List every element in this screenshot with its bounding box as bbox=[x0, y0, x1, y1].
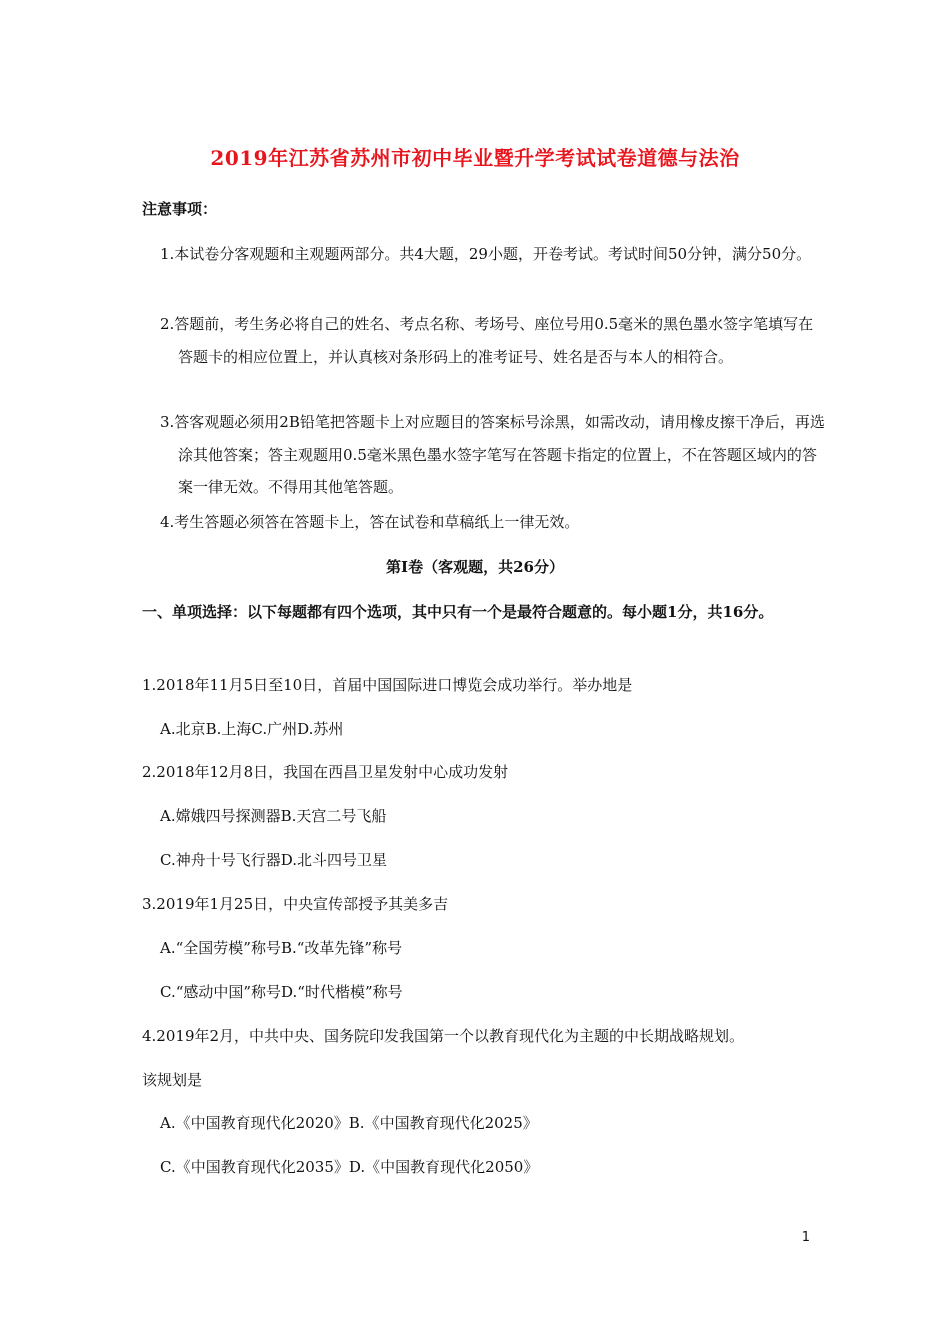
notice-item-4: 4.考生答题必须答在答题卡上，答在试卷和草稿纸上一律无效。 bbox=[160, 513, 580, 531]
question-4-options-cd: C.《中国教育现代化2035》D.《中国教育现代化2050》 bbox=[160, 1158, 539, 1176]
notice-heading: 注意事项： bbox=[142, 200, 218, 218]
question-1-stem: 1.2018年11月5日至10日，首届中国国际进口博览会成功举行。举办地是 bbox=[142, 676, 633, 694]
section-title: 第Ⅰ卷（客观题，共26分） bbox=[386, 558, 564, 576]
question-1-options: A.北京B.上海C.广州D.苏州 bbox=[160, 720, 344, 738]
question-4-stem: 4.2019年2月，中共中央、国务院印发我国第一个以教育现代化为主题的中长期战略规划。 bbox=[142, 1027, 745, 1045]
question-3-options-cd: C.“感动中国”称号D.“时代楷模”称号 bbox=[160, 983, 403, 1001]
notice-item-2: 2.答题前，考生务必将自己的姓名、考点名称、考场号、座位号用0.5毫米的黑色墨水签字笔填写在答题卡的相应位置上，并认真核对条形码上的准考证号、姓名是否与本人的相符合。 bbox=[160, 315, 814, 366]
notice-item-1: 1.本试卷分客观题和主观题两部分。共4大题，29小题，开卷考试。考试时间50分钟，满分50分。 bbox=[160, 245, 812, 263]
question-2-options-cd: C.神舟十号飞行器D.北斗四号卫星 bbox=[160, 851, 387, 869]
part-intro: 一、单项选择：以下每题都有四个选项，其中只有一个是最符合题意的。每小题1分，共16分。 bbox=[142, 603, 774, 621]
question-3-stem: 3.2019年1月25日，中央宣传部授予其美多吉 bbox=[142, 895, 449, 913]
question-4-options-ab: A.《中国教育现代化2020》B.《中国教育现代化2025》 bbox=[160, 1114, 538, 1132]
page-title: 2019年江苏省苏州市初中毕业暨升学考试试卷道德与法治 bbox=[210, 146, 740, 170]
question-4-stem-continued: 该规划是 bbox=[142, 1071, 203, 1089]
notice-item-3: 3.答客观题必须用2B铅笔把答题卡上对应题目的答案标号涂黑，如需改动，请用橡皮擦干净后，再选涂其他答案；答主观题用0.5毫米黑色墨水签字笔写在答题卡指定的位置上，不在答题区域内的答案一律无效。不得用其他笔答题。 bbox=[160, 413, 825, 496]
question-2-stem: 2.2018年12月8日，我国在西昌卫星发射中心成功发射 bbox=[142, 763, 509, 781]
page-number: 1 bbox=[801, 1230, 810, 1245]
question-3-options-ab: A.“全国劳模”称号B.“改革先锋”称号 bbox=[160, 939, 403, 957]
question-2-options-ab: A.嫦娥四号探测器B.天宫二号飞船 bbox=[160, 807, 387, 825]
